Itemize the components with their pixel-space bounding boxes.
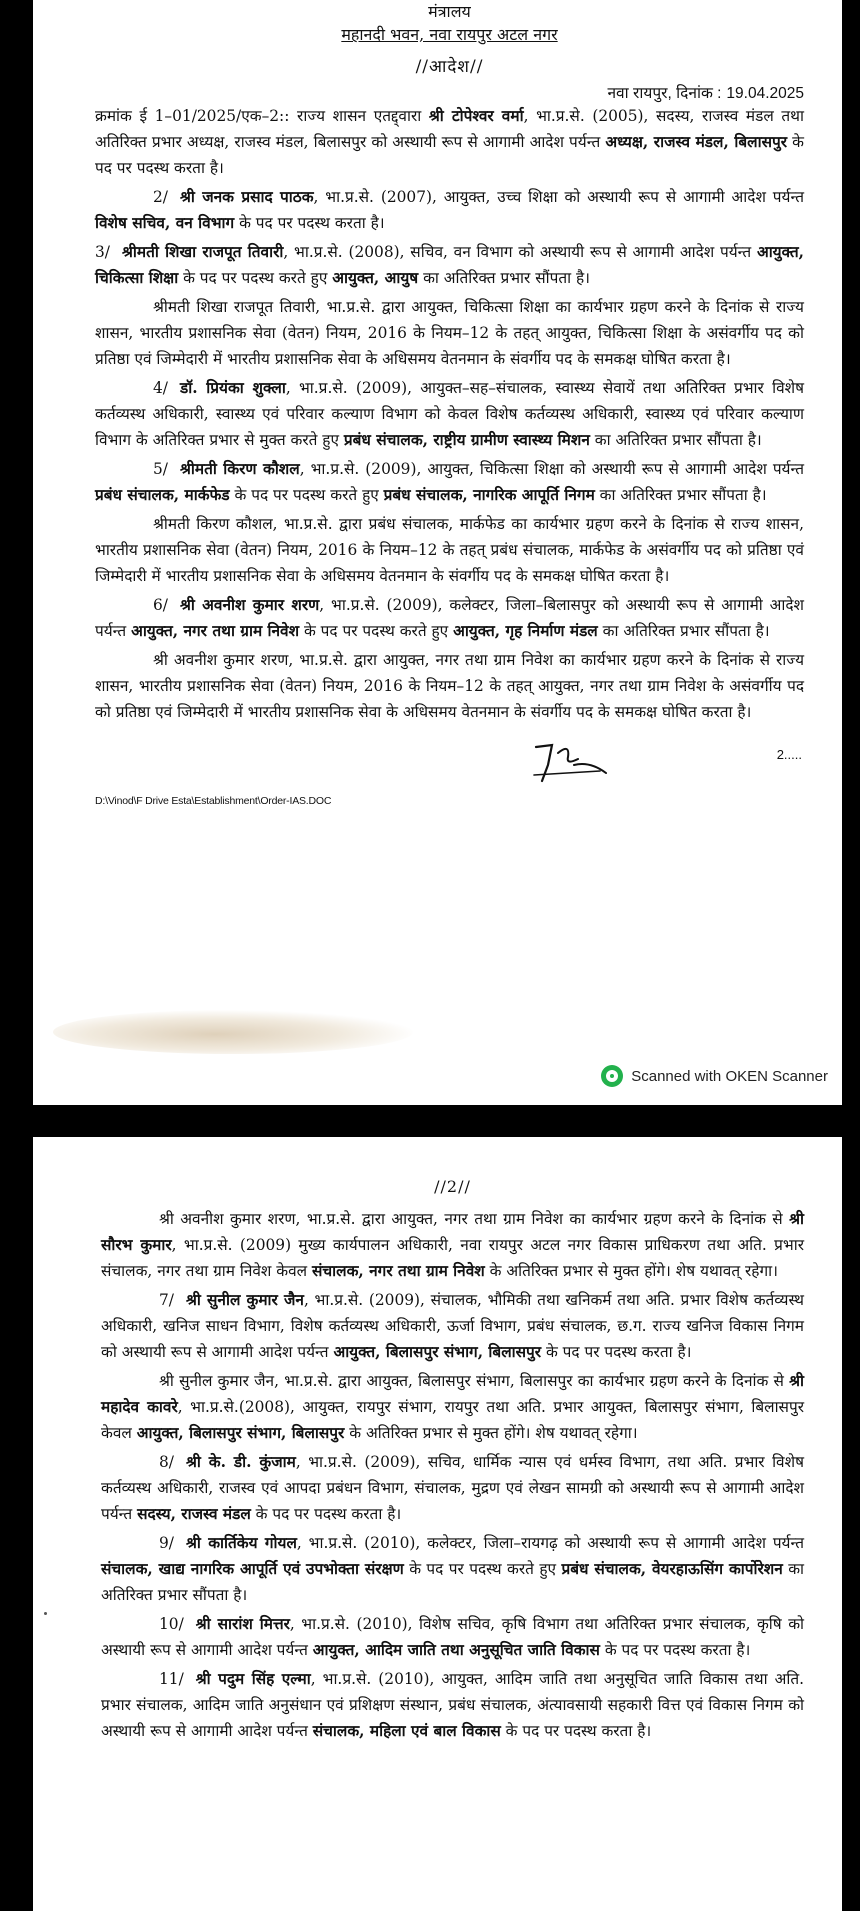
order-paragraph-1 [95,103,804,181]
order-paragraph-7b [101,1368,804,1446]
posting-title: प्रबंध संचालक, राष्ट्रीय ग्रामीण स्वास्थ्य मिशन [343,431,590,449]
text-segment: के पद पर पदस्थ करते हुए [229,486,384,504]
order-paragraph-5b: श्रीमती किरण कौशल, भा.प्र.से. द्वारा प्रबंध संचालक, मार्कफेड का कार्यभार ग्रहण करने के दिनांक से राज्य शासन, भारतीय प्रशासनिक सेवा (वेतन) नियम, 2016 के नियम–12 के तहत् प्रबंध संचालक, मार्कफेड के असंवर्गीय पद को प्रतिष्ठा एवं जिम्मेदारी में भारतीय प्रशासनिक सेवा के अधिसमय वेतनमान के संवर्गीय पद के समकक्ष घोषित करता है। [95,515,804,585]
order-paragraph-11 [101,1666,804,1744]
text-segment: क्रमांक ई 1–01/2025/एक–2:: राज्य शासन एतद्द्वारा [95,107,429,125]
text-segment: , भा.प्र.से. (2005), सदस्य, राजस्व मंडल तथा अतिरिक्त प्रभार अध्यक्ष, राजस्व मंडल, बिलासपुर को अस्थायी रूप से आगामी आदेश पर्यन्त [95,107,804,151]
text-segment: श्री सुनील कुमार जैन, भा.प्र.से. द्वारा आयुक्त, बिलासपुर संभाग, बिलासपुर का कार्यभार ग्रहण करने के दिनांक से [159,1372,790,1390]
text-segment: , भा.प्र.से. (2009), आयुक्त–सह–संचालक, स्वास्थ्य सेवायें तथा अतिरिक्त प्रभार विशेष कर्तव्यस्थ अधिकारी, स्वास्थ्य एवं परिवार कल्याण विभाग को केवल विशेष कर्तव्यस्थ अधिकारी, स्वास्थ्य एवं परिवार कल्याण विभाग के अतिरिक्त प्रभार से मुक्त करते हुए [95,379,805,449]
ministry-title: मंत्रालय [428,2,471,21]
posting-title: आयुक्त, बिलासपुर संभाग, बिलासपुर [136,1424,345,1442]
text-segment: का अतिरिक्त प्रभार सौंपता है। [597,622,770,640]
text-segment: , भा.प्र.से. (2009), सचिव, धार्मिक न्यास एवं धर्मस्व विभाग, तथा अति. प्रभार विशेष कर्तव्यस्थ अधिकारी, राजस्व एवं आपदा प्रबंधन विभाग, संचालक, मुद्रण एवं लेखन सामग्री को अस्थायी रूप से आगामी आदेश पर्यन्त [101,1453,804,1523]
next-page-marker: 2..... [776,747,802,762]
scan-speck [44,1612,47,1615]
paragraph-number: 10/ [159,1615,184,1633]
text-segment: का अतिरिक्त प्रभार सौंपता है। [101,1560,805,1604]
order-paragraph-8 [101,1449,804,1527]
date-prefix: नवा रायपुर, दिनांक : [607,85,722,102]
text-segment: , भा.प्र.से. (2009), आयुक्त, चिकित्सा शिक्षा को अस्थायी रूप से आगामी आदेश पर्यन्त [299,460,804,478]
office-address: महानदी भवन, नवा रायपुर अटल नगर [341,25,558,44]
paragraph-number: 3/ [95,243,110,261]
text-segment: के पद पर पदस्थ करता है। [250,1505,402,1523]
posting-title: अध्यक्ष, राजस्व मंडल, बिलासपुर [605,133,788,151]
paragraph-number: 8/ [159,1453,174,1471]
paragraph-number: 2/ [153,188,168,206]
officer-name: श्री जनक प्रसाद पाठक [179,188,314,206]
officer-name: श्री पदुम सिंह एल्मा [195,1670,311,1688]
text-segment: , भा.प्र.से. (2010), आयुक्त, आदिम जाति तथा अनुसूचित जाति विकास तथा अति. प्रभार संचालक, आदिम जाति अनुसंधान एवं प्रशिक्षण संस्थान, प्रबंध संचालक, अंत्यावसायी सहकारी वित्त एवं विकास निगम को अस्थायी रूप से आगामी आदेश पर्यन्त [101,1670,805,1740]
signature-row [95,733,804,793]
text-segment: , भा.प्र.से. (2007), आयुक्त, उच्च शिक्षा को अस्थायी रूप से आगामी आदेश पर्यन्त [313,188,804,206]
posting-title: संचालक, महिला एवं बाल विकास [312,1722,501,1740]
posting-title: संचालक, खाद्य नागरिक आपूर्ति एवं उपभोक्ता संरक्षण [101,1560,404,1578]
paragraph-number: 7/ [159,1291,174,1309]
text-segment: के पद पर पदस्थ करते हुए [178,269,333,287]
text-segment: के अतिरिक्त प्रभार से मुक्त होंगे। शेष यथावत् रहेगा। [484,1262,778,1280]
text-segment: का अतिरिक्त प्रभार सौंपता है। [418,269,591,287]
text-segment: , भा.प्र.से.(2008), आयुक्त, रायपुर संभाग, रायपुर तथा अति. प्रभार आयुक्त, बिलासपुर संभाग, बिलासपुर केवल [101,1398,805,1442]
posting-title: विशेष सचिव, वन विभाग [95,214,235,232]
officer-name: श्री सुनील कुमार जैन [185,1291,304,1309]
posting-title: संचालक, नगर तथा ग्राम निवेश [312,1262,485,1280]
order-paragraph-7 [101,1287,804,1365]
text-segment: के पद पर पदस्थ करता है। [95,133,804,177]
order-paragraph-6c [101,1206,804,1284]
text-segment: , भा.प्र.से. (2009), संचालक, भौमिकी तथा खनिकर्म तथा अति. प्रभार विशेष कर्तव्यस्थ अधिकारी, खनिज साधन विभाग, विशेष कर्तव्यस्थ अधिकारी, ऊर्जा विभाग, प्रबंध संचालक, छ.ग. राज्य खनिज विकास निगम को अस्थायी रूप से आगामी आदेश पर्यन्त [101,1291,804,1361]
text-segment: के पद पर पदस्थ करता है। [234,214,385,232]
text-segment: श्री अवनीश कुमार शरण, भा.प्र.से. द्वारा आयुक्त, नगर तथा ग्राम निवेश का कार्यभार ग्रहण करने के दिनांक से [159,1210,790,1228]
text-segment: के पद पर पदस्थ करता है। [500,1722,652,1740]
text-segment: के पद पर पदस्थ करता है। [541,1343,692,1361]
text-segment: , भा.प्र.से. (2008), सचिव, वन विभाग को अस्थायी रूप से आगामी आदेश पर्यन्त [283,243,757,261]
text-segment: के पद पर पदस्थ करता है। [599,1641,751,1659]
date-value: 19.04.2025 [726,85,804,102]
order-paragraph-9 [101,1530,804,1608]
scanner-label: Scanned with OKEN Scanner [631,1067,828,1085]
document-page-2 [33,1137,842,1911]
posting-title: आयुक्त, आयुष [332,269,419,287]
order-paragraph-10 [101,1611,804,1663]
order-paragraph-2 [95,184,804,236]
posting-title: आयुक्त, गृह निर्माण मंडल [453,622,598,640]
text-segment: के अतिरिक्त प्रभार से मुक्त होंगे। शेष यथावत् रहेगा। [344,1424,638,1442]
officer-name: श्रीमती किरण कौशल [179,460,300,478]
order-paragraph-4 [95,375,804,453]
paragraph-number: 6/ [153,596,168,614]
posting-title: आयुक्त, चिकित्सा शिक्षा [95,243,804,287]
officer-name: श्री अवनीश कुमार शरण [179,596,320,614]
officer-name: डॉ. प्रियंका शुक्ला [179,379,286,397]
posting-title: प्रबंध संचालक, मार्कफेड [95,486,230,504]
posting-title: आयुक्त, आदिम जाति तथा अनुसूचित जाति विकास [312,1641,600,1659]
order-paragraph-3b: श्रीमती शिखा राजपूत तिवारी, भा.प्र.से. द्वारा आयुक्त, चिकित्सा शिक्षा का कार्यभार ग्रहण करने के दिनांक से राज्य शासन, भारतीय प्रशासनिक सेवा (वेतन) नियम, 2016 के नियम–12 के तहत् आयुक्त, चिकित्सा शिक्षा के असंवर्गीय पद को प्रतिष्ठा एवं जिम्मेदारी में भारतीय प्रशासनिक सेवा के अधिसमय वेतनमान के संवर्गीय पद के समकक्ष घोषित करता है। [95,298,804,368]
order-paragraph-6 [95,592,804,644]
officer-name: श्री के. डी. कुंजाम [185,1453,296,1471]
paragraph-number: 9/ [159,1534,174,1552]
officer-name: श्री महादेव कावरे [101,1372,804,1416]
posting-title: प्रबंध संचालक, नागरिक आपूर्ति निगम [383,486,595,504]
text-segment: के पद पर पदस्थ करते हुए [403,1560,562,1578]
posting-title: प्रबंध संचालक, वेयरहाऊसिंग कार्पोरेशन [561,1560,783,1578]
order-title: //आदेश// [415,57,484,77]
posting-title: आयुक्त, बिलासपुर संभाग, बिलासपुर [333,1343,542,1361]
file-path: D:\Vinod\F Drive Esta\Establishment\Order-IAS.DOC [95,795,332,807]
text-segment: , भा.प्र.से. (2010), विशेष सचिव, कृषि विभाग तथा अतिरिक्त प्रभार संचालक, कृषि को अस्थायी रूप से आगामी आदेश पर्यन्त [101,1615,804,1659]
paragraph-number: 4/ [153,379,168,397]
order-paragraph-3 [95,239,804,291]
order-paragraph-6b: श्री अवनीश कुमार शरण, भा.प्र.से. द्वारा आयुक्त, नगर तथा ग्राम निवेश का कार्यभार ग्रहण करने के दिनांक से राज्य शासन, भारतीय प्रशासनिक सेवा (वेतन) नियम, 2016 के नियम–12 के तहत् आयुक्त, नगर तथा ग्राम निवेश के असंवर्गीय पद को प्रतिष्ठा एवं जिम्मेदारी में भारतीय प्रशासनिक सेवा के अधिसमय वेतनमान के संवर्गीय पद के समकक्ष घोषित करता है। [95,651,804,721]
text-segment: का अतिरिक्त प्रभार सौंपता है। [594,486,767,504]
order-paragraph-5 [95,456,804,508]
posting-title: आयुक्त, नगर तथा ग्राम निवेश [131,622,300,640]
posting-title: सदस्य, राजस्व मंडल [137,1505,251,1523]
document-page-1 [33,0,842,1105]
officer-name: श्री सौरभ कुमार [101,1210,804,1254]
text-segment: का अतिरिक्त प्रभार सौंपता है। [589,431,762,449]
paper-stain [53,1010,413,1054]
text-segment: , भा.प्र.से. (2010), कलेक्टर, जिला–रायगढ़ को अस्थायी रूप से आगामी आदेश पर्यन्त [296,1534,804,1552]
scanner-watermark [601,1065,828,1087]
page-2-header: //2// [434,1177,471,1196]
text-segment: , भा.प्र.से. (2009) मुख्य कार्यपालन अधिकारी, नवा रायपुर अटल नगर विकास प्राधिकरण तथा अति. प्रभार संचालक, नगर तथा ग्राम निवेश केवल [101,1236,804,1280]
officer-name: श्री कार्तिकेय गोयल [185,1534,297,1552]
officer-name: श्री टोपेश्वर वर्मा [428,107,524,125]
text-segment: के पद पर पदस्थ करते हुए [299,622,454,640]
paragraph-number: 11/ [159,1670,184,1688]
officer-name: श्री सारांश मित्तर [195,1615,290,1633]
officer-name: श्रीमती शिखा राजपूत तिवारी [121,243,284,261]
scanner-logo-icon [601,1065,623,1087]
text-segment: , भा.प्र.से. (2009), कलेक्टर, जिला–बिलासपुर को अस्थायी रूप से आगामी आदेश पर्यन्त [95,596,804,640]
signature-mark [530,735,620,785]
paragraph-number: 5/ [153,460,168,478]
date-line [95,81,804,103]
